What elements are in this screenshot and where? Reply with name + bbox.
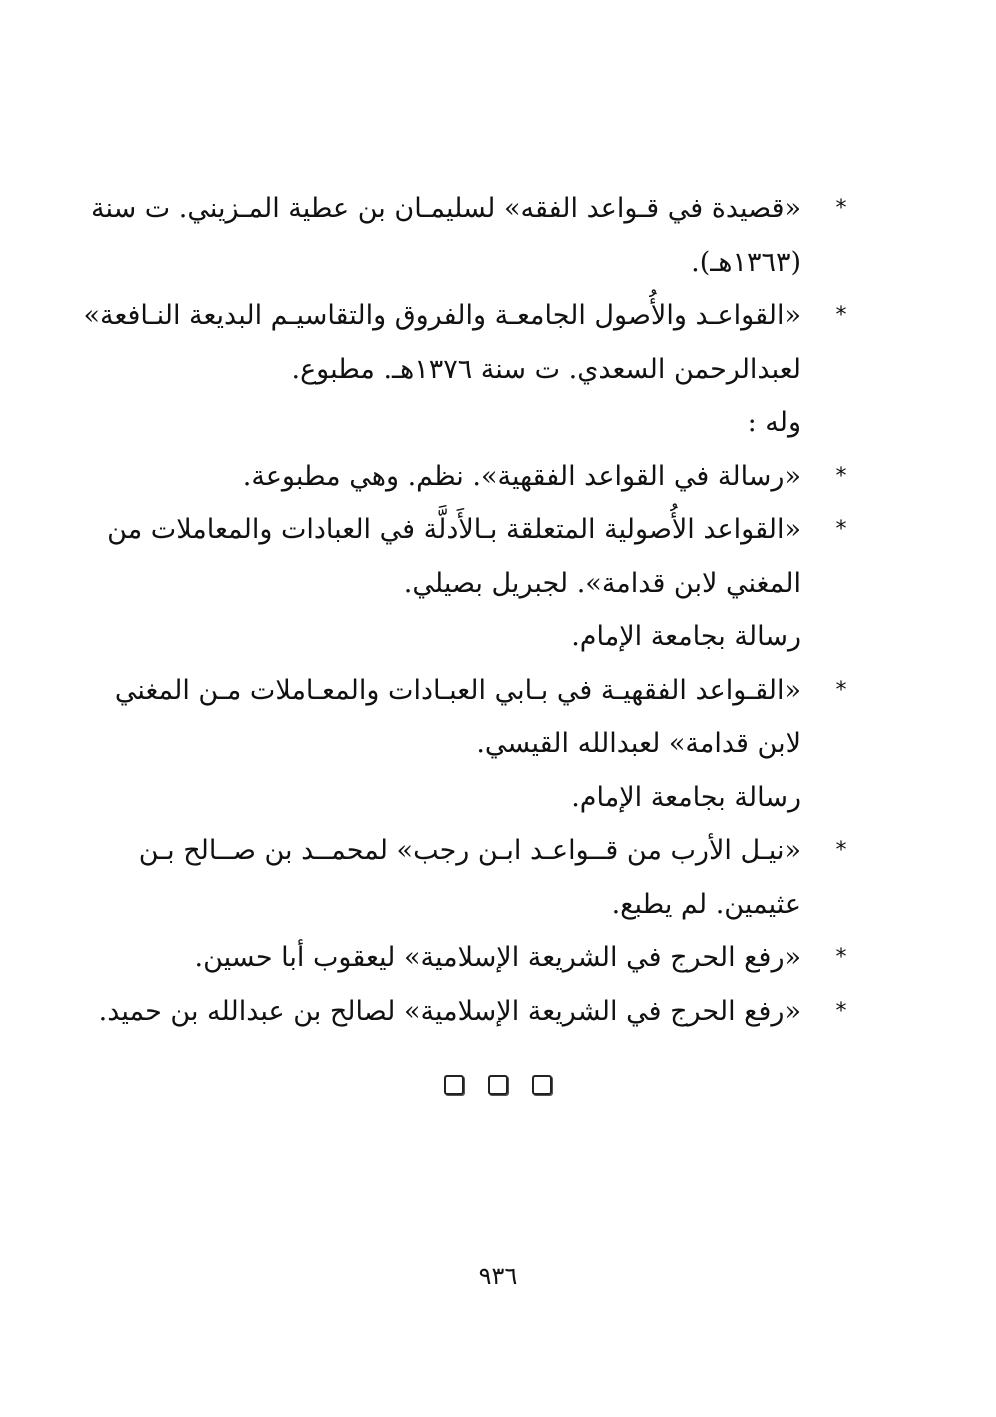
note-line: رسالة بجامعة الإمام.	[571, 621, 801, 652]
section-divider-ornament	[0, 1075, 996, 1095]
asterisk-bullet-icon: *	[835, 303, 847, 328]
entry-line: «القواعد الأُصولية المتعلقة بـالأَدلَّة في العبادات والمعاملات من	[107, 514, 801, 545]
page-number: ٩٣٦	[478, 1262, 518, 1290]
entry-line: عثيمين. لم يطبع.	[611, 888, 801, 920]
asterisk-bullet-icon: *	[835, 196, 847, 221]
list-item	[114, 664, 856, 771]
entry-line: «رفع الحرج في الشريعة الإسلامية» لصالح بن عبدالله بن حميد.	[98, 995, 801, 1027]
list-item	[140, 824, 856, 931]
square-ornament-icon	[488, 1075, 508, 1095]
list-item	[83, 289, 856, 396]
entry-line: المغني لابن قدامة». لجبريل بصيلي.	[403, 567, 801, 599]
list-item	[140, 450, 856, 504]
entry-note	[140, 610, 856, 664]
square-ornament-icon	[532, 1075, 552, 1095]
list-item	[98, 985, 856, 1039]
entry-line: «رفع الحرج في الشريعة الإسلامية» ليعقوب أبا حسين.	[194, 942, 801, 973]
entry-line: «قصيدة في قـواعد الفقه» لسليمـان بن عطية المـزيني. ت سنة	[90, 193, 801, 224]
list-item	[107, 503, 856, 610]
entry-line: «رسالة في القواعد الفقهية». نظم. وهي مطبوعة.	[242, 460, 801, 492]
entry-line: (١٣٦٣هـ).	[691, 246, 801, 278]
note-line: وله :	[747, 407, 801, 438]
asterisk-bullet-icon: *	[835, 838, 847, 863]
entry-line: لابن قدامة» لعبدالله القيسي.	[476, 728, 801, 759]
asterisk-bullet-icon: *	[835, 945, 847, 970]
entry-line: «نيـل الأرب من قــواعـد ابـن رجب» لمحمــد بن صــالح بـن	[138, 835, 801, 866]
list-item	[90, 182, 856, 289]
asterisk-bullet-icon: *	[835, 463, 847, 489]
asterisk-bullet-icon: *	[835, 517, 847, 542]
entry-note	[140, 396, 856, 450]
square-ornament-icon	[444, 1075, 464, 1095]
list-item	[140, 931, 856, 985]
bibliography-list	[83, 182, 856, 1038]
entry-line: «القواعـد والأُصول الجامعـة والفروق والتقاسيـم البديعة النـافعة»	[83, 300, 801, 331]
note-line: رسالة بجامعة الإمام.	[571, 781, 801, 813]
asterisk-bullet-icon: *	[835, 998, 847, 1024]
entry-line: «القـواعد الفقهيـة في بـابي العبـادات والمعـاملات مـن المغني	[114, 674, 801, 706]
entry-line: لعبدالرحمن السعدي. ت سنة ١٣٧٦هـ. مطبوع.	[291, 353, 801, 385]
asterisk-bullet-icon: *	[835, 677, 847, 703]
entry-note	[140, 771, 856, 825]
